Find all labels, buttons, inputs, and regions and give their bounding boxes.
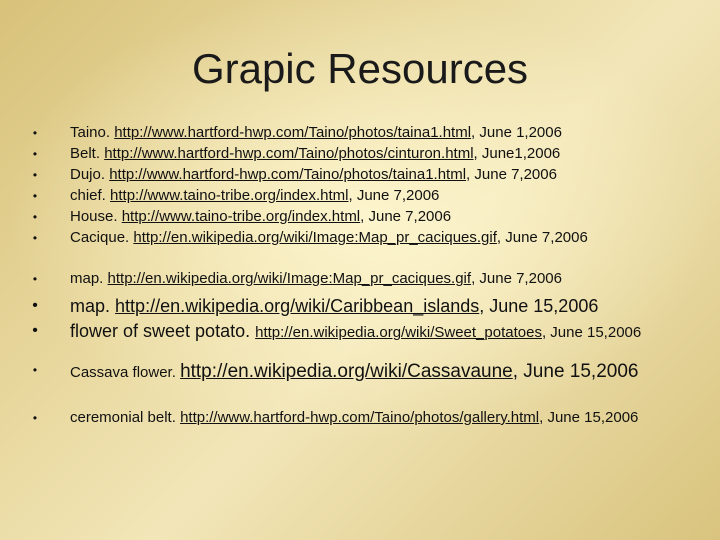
bullet: •: [32, 363, 38, 377]
item-label: House.: [70, 208, 118, 225]
item-label: ceremonial belt.: [70, 409, 176, 426]
item-date: , June 7,2006: [348, 187, 440, 204]
item-label: flower of sweet potato.: [70, 321, 251, 341]
bullet: •: [32, 147, 38, 161]
bullet: •: [32, 297, 38, 314]
resource-link[interactable]: http://en.wikipedia.org/wiki/Cassavaune: [180, 361, 513, 382]
item-label: Belt.: [70, 145, 101, 162]
resource-link[interactable]: http://www.hartford-hwp.com/Taino/photos/taina1.html: [114, 124, 472, 141]
item-label: Dujo.: [70, 166, 106, 183]
item-date: , June1,2006: [473, 145, 561, 162]
item-date: , June 15,2006: [479, 296, 599, 316]
bullet: •: [32, 210, 38, 224]
resource-link[interactable]: http://www.hartford-hwp.com/Taino/photos/cinturon.html: [104, 145, 474, 162]
item-label: Cassava flower.: [70, 364, 176, 381]
item-label: map.: [70, 296, 111, 316]
resource-link[interactable]: http://en.wikipedia.org/wiki/Caribbean_islands: [115, 296, 480, 316]
resource-link[interactable]: http://en.wikipedia.org/wiki/Sweet_potatoes: [255, 324, 542, 341]
resource-link[interactable]: http://www.taino-tribe.org/index.html: [121, 208, 361, 225]
item-date: , June 15,2006: [512, 361, 639, 382]
item-label: map.: [70, 270, 104, 287]
item-date: , June 7,2006: [466, 166, 557, 183]
item-label: Cacique.: [70, 229, 130, 246]
resource-link[interactable]: http://www.taino-tribe.org/index.html: [110, 187, 349, 204]
bullet: •: [32, 189, 38, 203]
resource-link[interactable]: http://en.wikipedia.org/wiki/Image:Map_pr_caciques.gif: [133, 229, 497, 246]
item-date: , June 7,2006: [496, 229, 588, 246]
bullet: •: [32, 231, 38, 245]
bullet: •: [32, 126, 38, 140]
item-date: , June 7,2006: [360, 208, 452, 225]
bullet: •: [32, 168, 38, 182]
item-label: Taino.: [70, 124, 111, 141]
bullet: •: [32, 272, 38, 286]
resource-link[interactable]: http://en.wikipedia.org/wiki/Image:Map_pr_caciques.gif: [107, 270, 472, 287]
resource-link[interactable]: http://www.hartford-hwp.com/Taino/photos/gallery.html: [180, 409, 540, 426]
resource-link[interactable]: http://www.hartford-hwp.com/Taino/photos/taina1.html: [109, 166, 467, 183]
item-date: , June 1,2006: [471, 124, 562, 141]
slide-title: Grapic Resources: [191, 45, 529, 92]
bullet: •: [32, 411, 38, 425]
item-date: , June 15,2006: [539, 409, 639, 426]
item-label: chief.: [70, 187, 106, 204]
bullet: •: [32, 322, 38, 339]
item-date: , June 15,2006: [541, 324, 642, 341]
item-date: , June 7,2006: [471, 270, 562, 287]
